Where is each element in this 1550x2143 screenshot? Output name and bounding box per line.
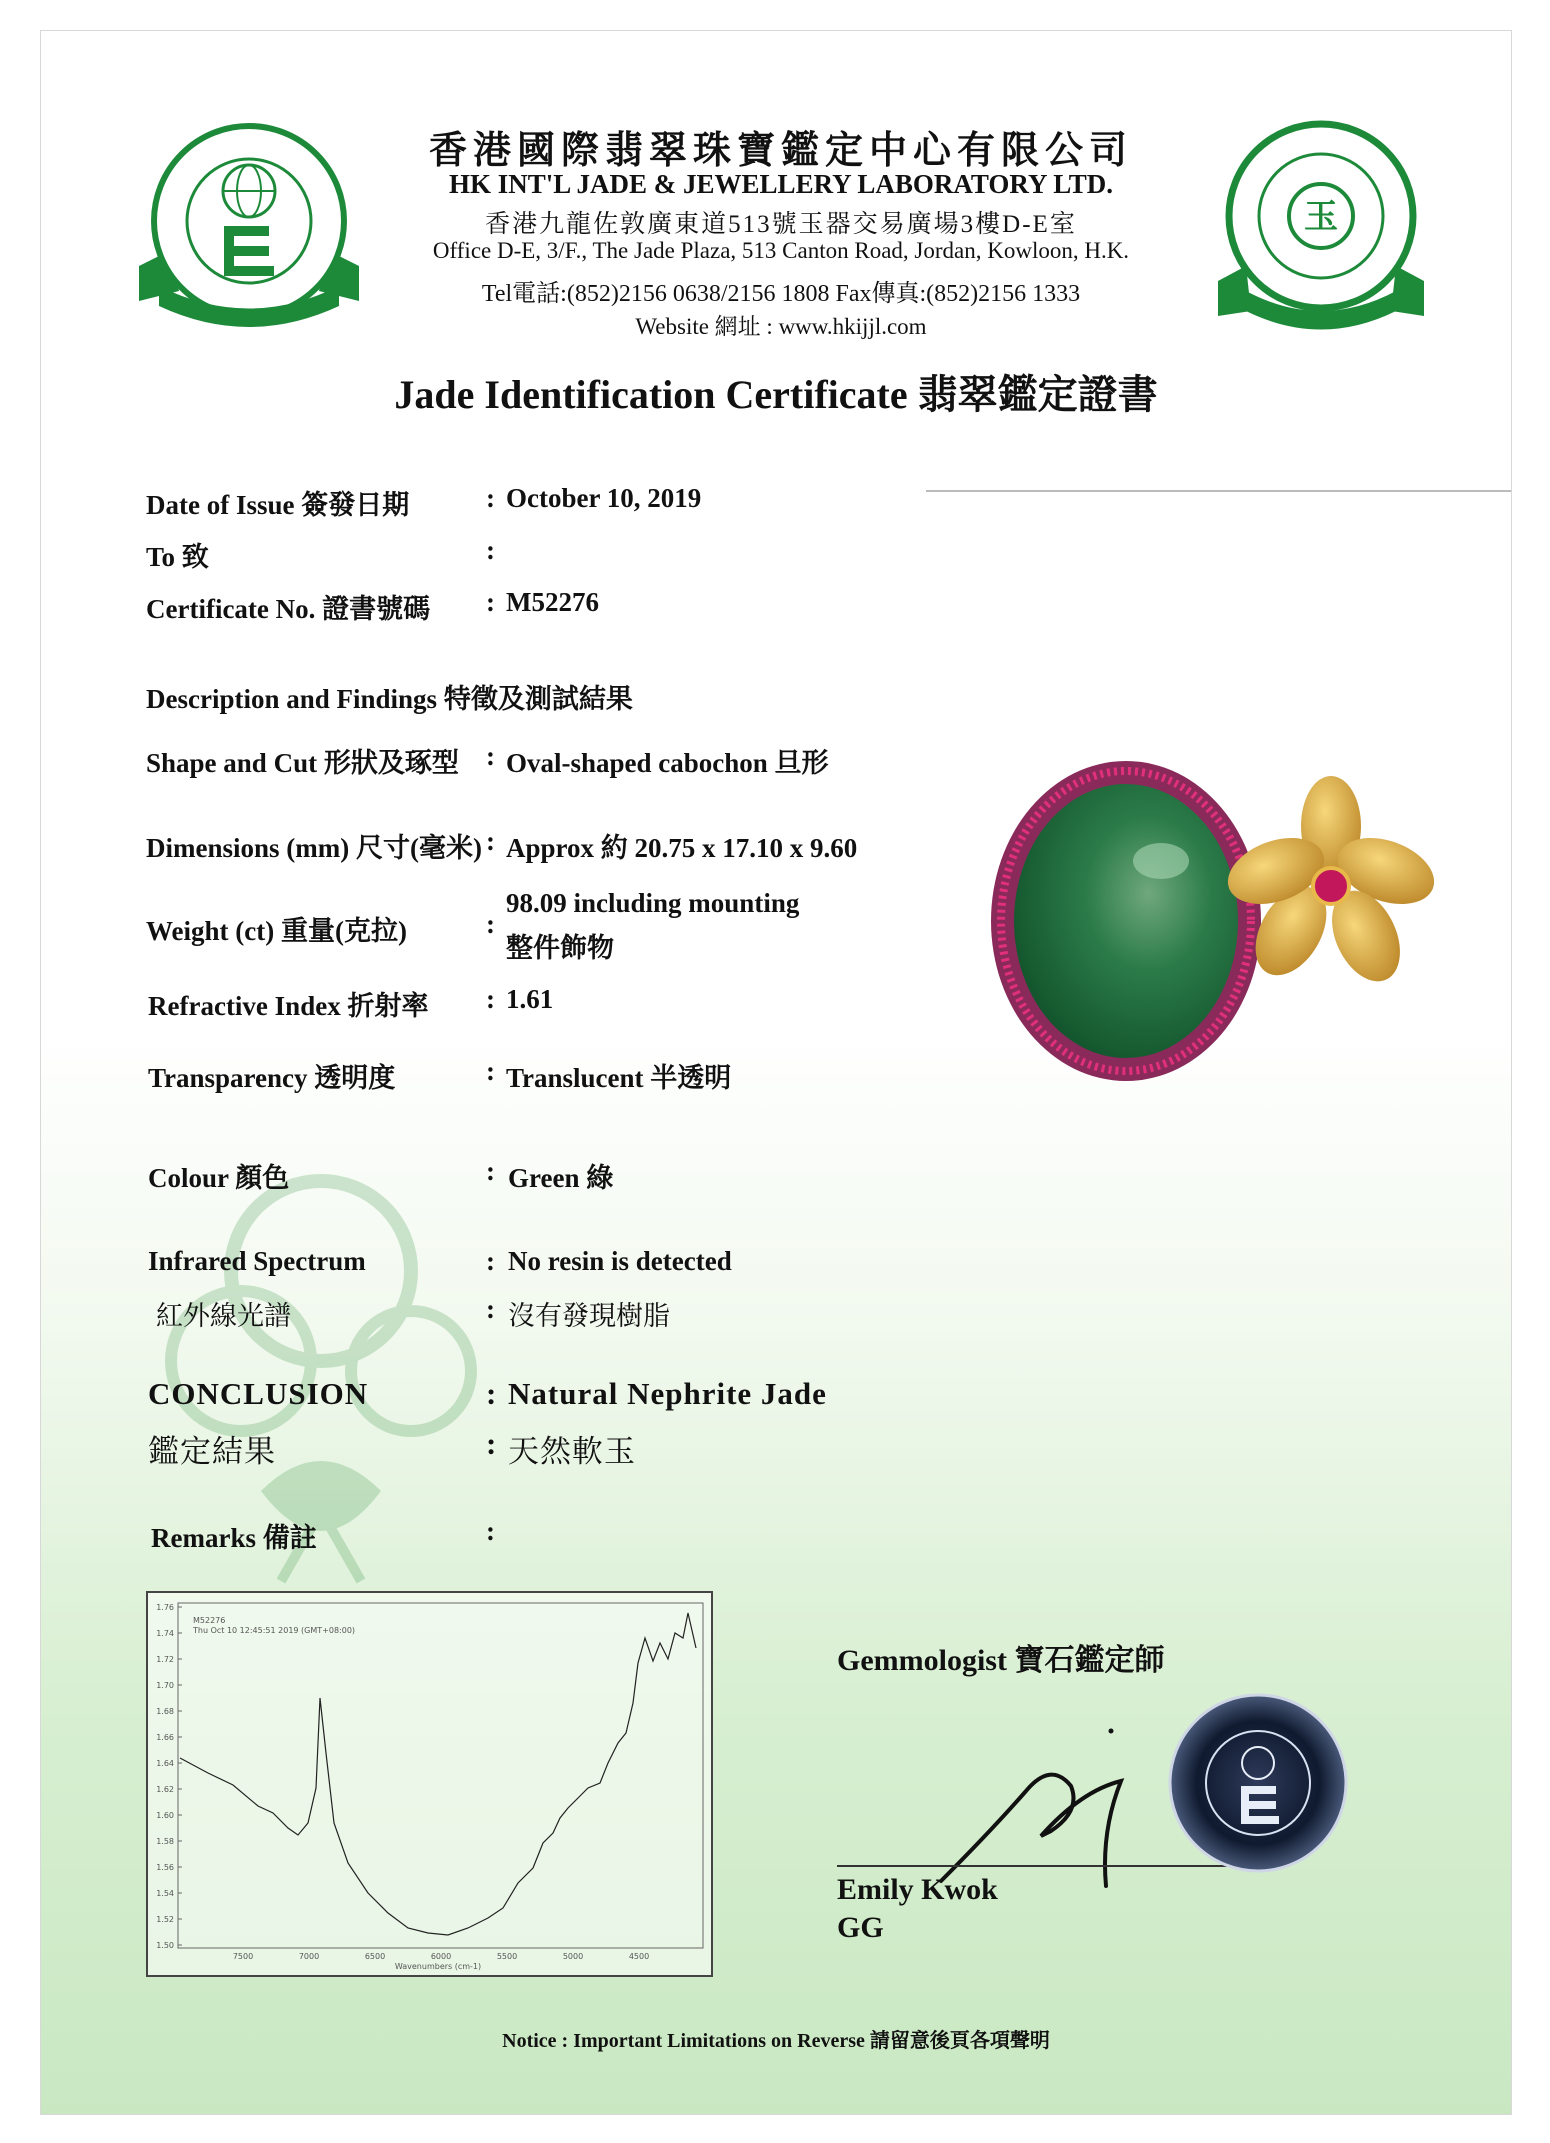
x-tick-label: 5000 (562, 1952, 584, 1961)
conclusion-value-en: Natural Nephrite Jade (508, 1376, 827, 1411)
spectrum-xlabel: Wavenumbers (cm-1) (394, 1962, 482, 1971)
section-heading: Description and Findings 特徵及測試結果 (146, 684, 633, 714)
conclusion-value-cn: 天然軟玉 (508, 1434, 636, 1469)
weight-label: Weight (ct) 重量(克拉) (146, 916, 407, 946)
colon: : (486, 984, 495, 1014)
infrared-value-en: No resin is detected (508, 1246, 732, 1276)
address-en: Office D-E, 3/F., The Jade Plaza, 513 Canton Road, Jordan, Kowloon, H.K. (432, 238, 1130, 263)
company-name-cn: 香港國際翡翠珠寶鑑定中心有限公司 (428, 130, 1133, 172)
y-tick-label: 1.60 (156, 1811, 174, 1820)
infrared-label-cn: 紅外線光譜 (156, 1301, 291, 1331)
colon: : (486, 1426, 498, 1461)
address-cn: 香港九龍佐敦廣東道513號玉器交易廣場3樓D-E室 (485, 211, 1077, 238)
transparency-label: Transparency 透明度 (148, 1063, 396, 1093)
transparency-value: Translucent 半透明 (506, 1063, 732, 1093)
x-tick-label: 7500 (232, 1952, 254, 1961)
colon: : (486, 1056, 495, 1086)
y-tick-label: 1.64 (156, 1759, 174, 1768)
gemmologist-name: Emily Kwok (837, 1873, 998, 1906)
infrared-spectrum-chart (146, 1591, 713, 1977)
y-tick-label: 1.72 (156, 1655, 174, 1664)
y-tick-label: 1.58 (156, 1837, 174, 1846)
conclusion-label-cn: 鑑定結果 (148, 1434, 276, 1469)
tel-fax: Tel電話:(852)2156 0638/2156 1808 Fax傳真:(852)2156 1333 (481, 281, 1081, 307)
colour-value: Green 綠 (508, 1163, 614, 1193)
certificate-card (40, 30, 1512, 2115)
colon: : (486, 587, 495, 617)
spectrum-header-2: Thu Oct 10 12:45:51 2019 (GMT+08:00) (193, 1626, 356, 1635)
y-tick-label: 1.76 (156, 1603, 174, 1612)
y-tick-label: 1.56 (156, 1863, 174, 1872)
date-label: Date of Issue 簽發日期 (146, 490, 410, 520)
shape-value: Oval-shaped cabochon 旦形 (506, 748, 829, 778)
dimensions-label: Dimensions (mm) 尺寸(毫米) (146, 833, 482, 863)
colon: : (486, 909, 495, 939)
website: Website 網址 : www.hkijjl.com (635, 314, 927, 339)
x-tick-label: 6500 (364, 1952, 386, 1961)
to-label: To 致 (146, 542, 209, 572)
remarks-label: Remarks 備註 (151, 1523, 317, 1553)
colon: : (486, 483, 495, 513)
y-tick-label: 1.54 (156, 1889, 174, 1898)
shape-label: Shape and Cut 形狀及琢型 (146, 748, 459, 778)
y-tick-label: 1.50 (156, 1941, 174, 1950)
y-tick-label: 1.74 (156, 1629, 174, 1638)
certificate-no-value: M52276 (506, 587, 599, 617)
spectrum-trace (180, 1613, 696, 1935)
colon: : (486, 741, 495, 771)
title-divider (926, 490, 1511, 492)
svg-text:玉: 玉 (1304, 197, 1338, 237)
refractive-index-value: 1.61 (506, 984, 554, 1014)
infrared-label-en: Infrared Spectrum (148, 1246, 366, 1276)
spectrum-header-1: M52276 (193, 1616, 226, 1625)
y-tick-label: 1.70 (156, 1681, 174, 1690)
jade-pendant-photo (971, 731, 1531, 1111)
refractive-index-label: Refractive Index 折射率 (148, 991, 429, 1021)
certificate-no-label: Certificate No. 證書號碼 (146, 594, 431, 624)
y-tick-label: 1.62 (156, 1785, 174, 1794)
colour-label: Colour 顏色 (148, 1163, 290, 1193)
colon: : (486, 1156, 495, 1186)
date-value: October 10, 2019 (506, 483, 702, 513)
weight-value: 98.09 including mounting (506, 888, 800, 918)
conclusion-label-en: CONCLUSION (148, 1376, 369, 1411)
spectrum-svg (148, 1593, 711, 1975)
y-tick-label: 1.52 (156, 1915, 174, 1924)
x-tick-label: 7000 (298, 1952, 320, 1961)
y-tick-label: 1.66 (156, 1733, 174, 1742)
lab-logo (119, 116, 379, 336)
colon: : (486, 826, 495, 856)
x-tick-label: 5500 (496, 1952, 518, 1961)
hologram-seal (1166, 1691, 1351, 1876)
y-tick-label: 1.68 (156, 1707, 174, 1716)
colon: : (486, 1294, 495, 1324)
colon: : (486, 1516, 495, 1546)
colon: : (486, 1246, 495, 1276)
certificate-title: Jade Identification Certificate 翡翠鑑定證書 (394, 372, 1158, 417)
gemmologist-label: Gemmologist 寶石鑑定師 (837, 1644, 1165, 1677)
colon: : (486, 535, 495, 565)
x-tick-label: 6000 (430, 1952, 452, 1961)
colon: : (486, 1376, 498, 1411)
union-seal-logo (1206, 106, 1436, 336)
infrared-value-cn: 沒有發現樹脂 (508, 1301, 670, 1331)
gemmologist-title: GG (837, 1911, 884, 1944)
notice: Notice : Important Limitations on Reverse 請留意後頁各項聲明 (502, 2030, 1050, 2052)
x-tick-label: 4500 (628, 1952, 650, 1961)
weight-value-cn: 整件飾物 (506, 933, 614, 963)
company-name-en: HK INT'L JADE & JEWELLERY LABORATORY LTD. (449, 169, 1113, 199)
dimensions-value: Approx 約 20.75 x 17.10 x 9.60 (506, 833, 858, 863)
